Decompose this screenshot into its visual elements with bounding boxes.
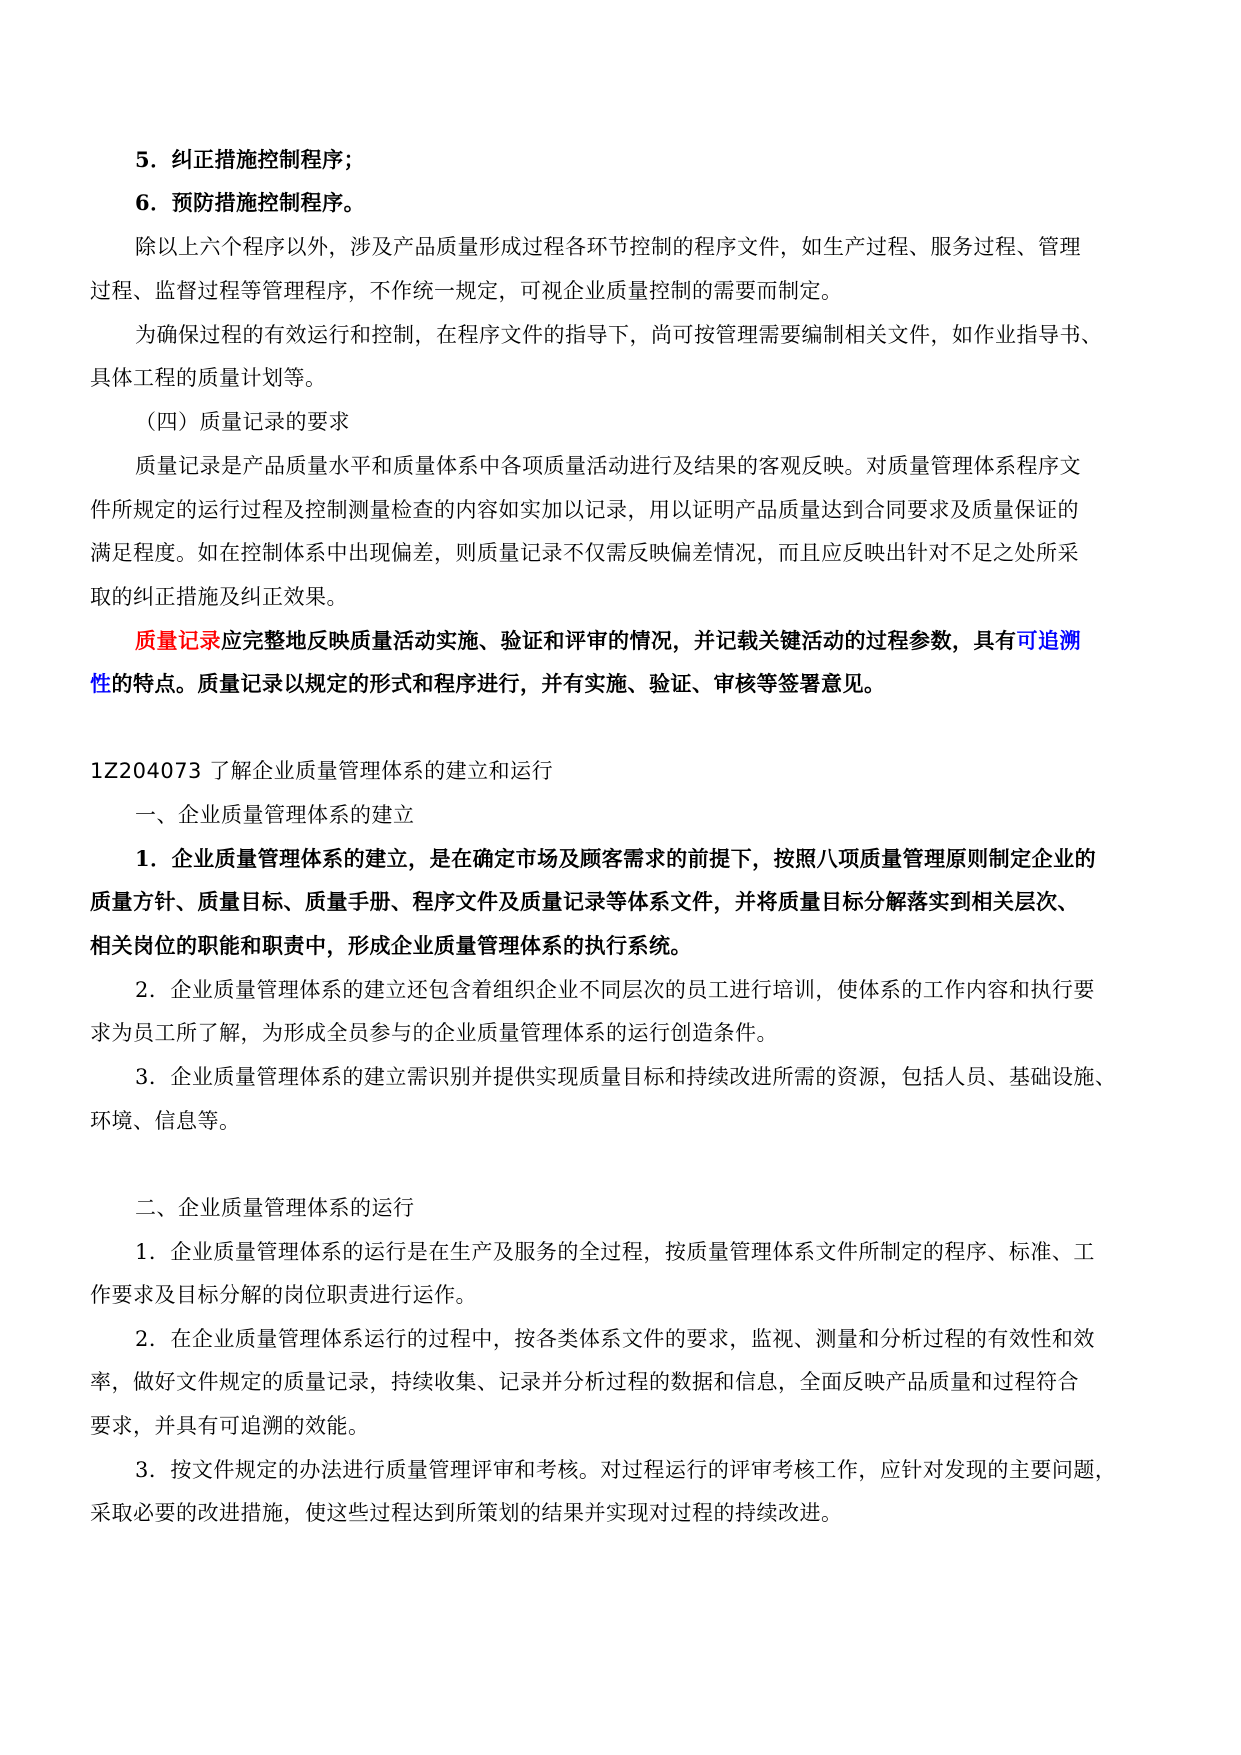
paragraph-line: 要求，并具有可追溯的效能。 [90,1414,370,1438]
highlight-text: 应完整地反映质量活动实施、验证和评审的情况，并记载关键活动的过程参数，具有 [221,628,1017,653]
paragraph-line: 求为员工所了解，为形成全员参与的企业质量管理体系的运行创造条件。 [90,1021,778,1045]
paragraph-line: 1．企业质量管理体系的运行是在生产及服务的全过程，按质量管理体系文件所制定的程序、标准、工 [135,1240,1095,1264]
paragraph-line: 质量方针、质量目标、质量手册、程序文件及质量记录等体系文件，并将质量目标分解落实到相关层次、 [90,889,1079,914]
highlight-red-term: 质量记录 [135,628,221,653]
paragraph-line: 除以上六个程序以外，涉及产品质量形成过程各环节控制的程序文件，如生产过程、服务过程、管理 [135,235,1081,259]
paragraph-line: 质量记录是产品质量水平和质量体系中各项质量活动进行及结果的客观反映。对质量管理体系程序文 [135,454,1081,478]
paragraph-line: 相关岗位的职能和职责中，形成企业质量管理体系的执行系统。 [90,933,692,958]
list-item-5: 5．纠正措施控制程序； [135,147,366,172]
paragraph-line: 2．在企业质量管理体系运行的过程中，按各类体系文件的要求，监视、测量和分析过程的有效性和效 [135,1327,1095,1351]
paragraph-line: 3．按文件规定的办法进行质量管理评审和考核。对过程运行的评审考核工作，应针对发现的主要问题， [135,1458,1117,1482]
paragraph-line: 为确保过程的有效运行和控制，在程序文件的指导下，尚可按管理需要编制相关文件，如作业指导书、 [135,323,1103,347]
paragraph-line: 过程、监督过程等管理程序，不作统一规定，可视企业质量控制的需要而制定。 [90,279,843,303]
paragraph-line: 具体工程的质量计划等。 [90,366,327,390]
section-heading: 1Z204073 了解企业质量管理体系的建立和运行 [90,759,554,783]
section-subheading: 一、企业质量管理体系的建立 [135,803,415,827]
paragraph-line: 2．企业质量管理体系的建立还包含着组织企业不同层次的员工进行培训，使体系的工作内容和执行要 [135,978,1095,1002]
section-subheading: 二、企业质量管理体系的运行 [135,1196,415,1220]
highlighted-paragraph-line [135,626,1152,656]
section-subheading: （四）质量记录的要求 [135,410,350,434]
paragraph-line: 满足程度。如在控制体系中出现偏差，则质量记录不仅需反映偏差情况，而且应反映出针对不足之处所采 [90,541,1079,565]
highlighted-paragraph-line [90,669,1152,699]
highlight-blue-term: 性 [90,671,112,696]
highlight-text: 的特点。质量记录以规定的形式和程序进行，并有实施、验证、审核等签署意见。 [111,671,886,696]
paragraph-line: 率，做好文件规定的质量记录，持续收集、记录并分析过程的数据和信息，全面反映产品质量和过程符合 [90,1370,1079,1394]
highlight-blue-term: 可追溯 [1016,628,1081,653]
paragraph-line: 采取必要的改进措施，使这些过程达到所策划的结果并实现对过程的持续改进。 [90,1501,843,1525]
paragraph-line: 件所规定的运行过程及控制测量检查的内容如实加以记录，用以证明产品质量达到合同要求及质量保证的 [90,498,1079,522]
paragraph-line: 环境、信息等。 [90,1109,241,1133]
paragraph-line: 取的纠正措施及纠正效果。 [90,585,348,609]
list-item-6: 6．预防措施控制程序。 [135,190,366,215]
paragraph-line: 1．企业质量管理体系的建立，是在确定市场及顾客需求的前提下，按照八项质量管理原则制定企业的 [135,846,1097,871]
paragraph-line: 3．企业质量管理体系的建立需识别并提供实现质量目标和持续改进所需的资源，包括人员、基础设施、 [135,1065,1117,1089]
paragraph-line: 作要求及目标分解的岗位职责进行运作。 [90,1283,477,1307]
